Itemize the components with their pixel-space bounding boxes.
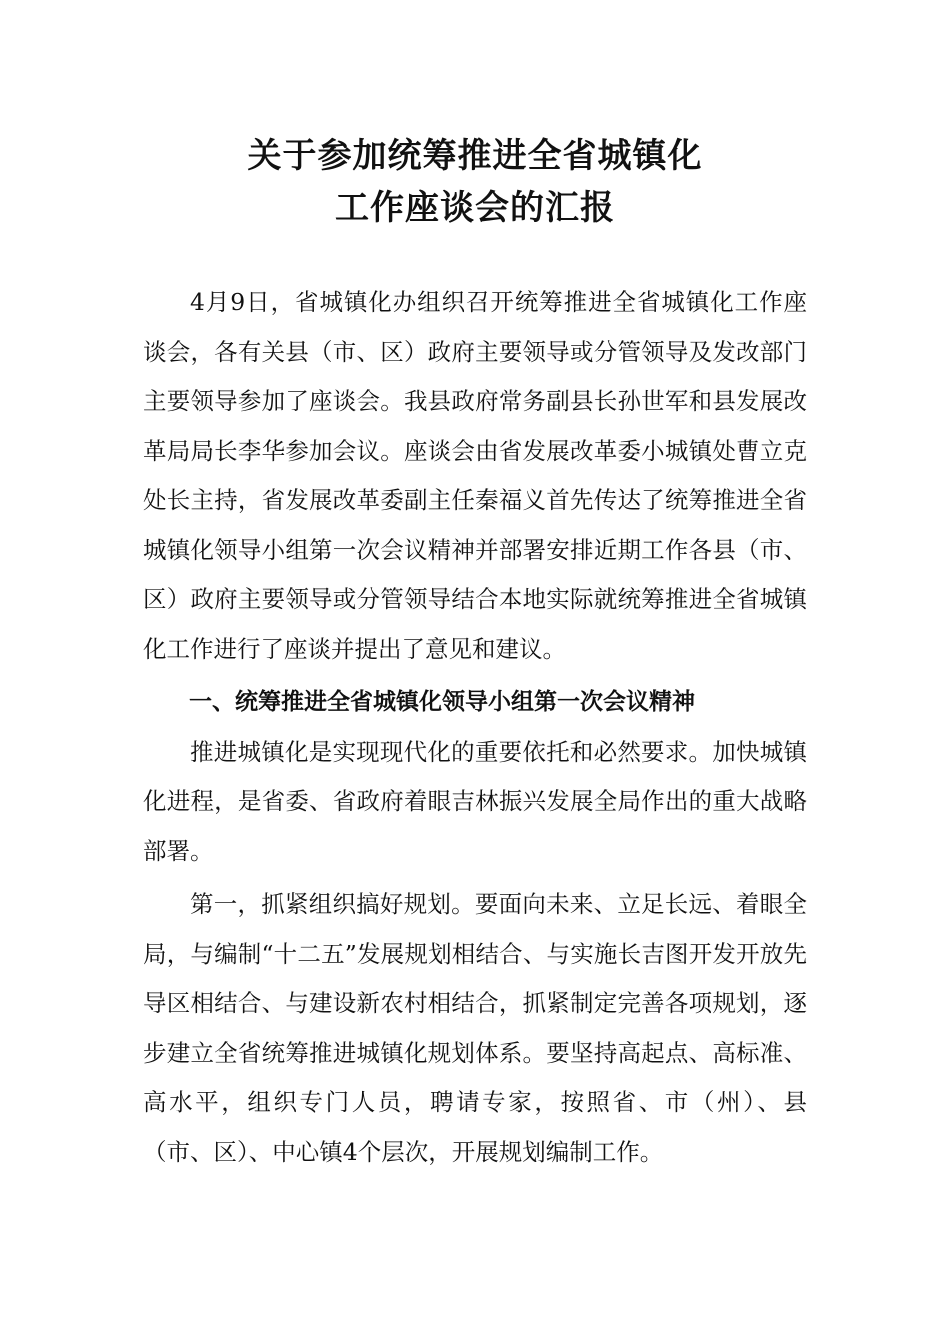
- document-title-line-1: 关于参加统筹推进全省城镇化: [247, 136, 703, 176]
- paragraph-first-point: 第一，抓紧组织搞好规划。要面向未来、立足长远、着眼全局，与编制“十二五”发展规划相结合、与实施长吉图开发开放先导区相结合、与建设新农村相结合，抓紧制定完善各项规划，逐步建立全省统筹推进城镇化规划体系。要坚持高起点、高标准、高水平，组织专门人员，聘请专家，按照省、市（州）、县（市、区）、中心镇4个层次，开展规划编制工作。: [143, 890, 807, 1166]
- paragraph-urbanization: 推进城镇化是实现现代化的重要依托和必然要求。加快城镇化进程，是省委、省政府着眼吉林振兴发展全局作出的重大战略部署。: [143, 737, 807, 865]
- paragraph-intro: 4月9日，省城镇化办组织召开统筹推进全省城镇化工作座谈会，各有关县（市、区）政府主要领导或分管领导及发改部门主要领导参加了座谈会。我县政府常务副县长孙世军和县发展改革局局长李华参加会议。座谈会由省发展改革委小城镇处曹立克处长主持，省发展改革委副主任秦福义首先传达了统筹推进全省城镇化领导小组第一次会议精神并部署安排近期工作各县（市、区）政府主要领导或分管领导结合本地实际就统筹推进全省城镇化工作进行了座谈并提出了意见和建议。: [143, 288, 807, 663]
- section-heading-1: 一、统筹推进全省城镇化领导小组第一次会议精神: [189, 689, 695, 715]
- document-title-line-2: 工作座谈会的汇报: [335, 188, 615, 228]
- document-body: [143, 278, 807, 1177]
